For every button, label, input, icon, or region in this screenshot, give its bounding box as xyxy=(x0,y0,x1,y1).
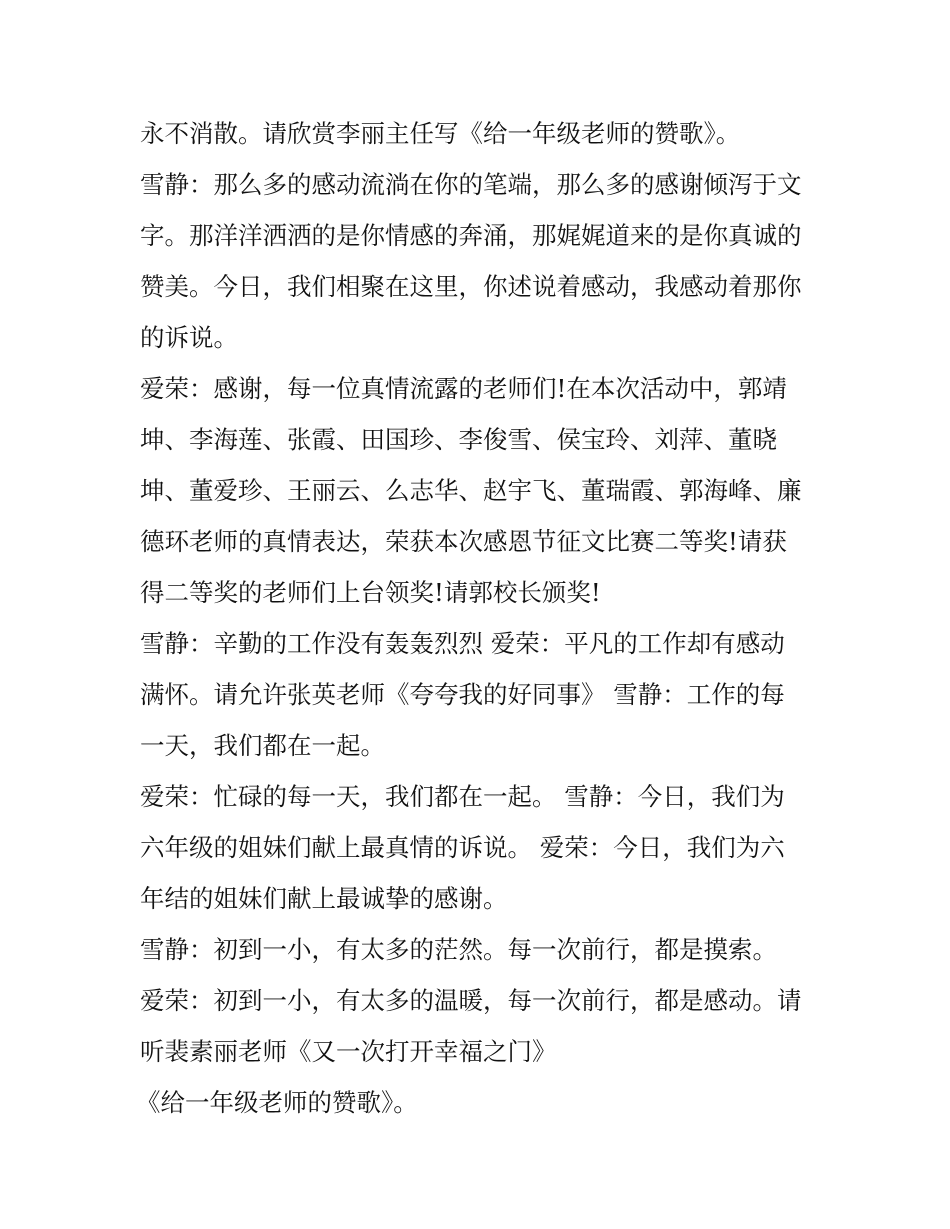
text-line: 年结的姐妹们献上最诚挚的感谢。 xyxy=(140,884,508,913)
text-line: 坤、董爱珍、王丽云、么志华、赵宇飞、董瑞霞、郭海峰、廉 xyxy=(140,476,802,505)
text-line: 《给一年级老师的赞歌》。 xyxy=(136,1088,418,1117)
text-line: 听裴素丽老师《又一次打开幸福之门》 xyxy=(140,1037,557,1066)
text-line: 雪静：辛勤的工作没有轰轰烈烈 爱荣：平凡的工作却有感动 xyxy=(140,629,785,658)
text-line: 雪静：那么多的感动流淌在你的笔端，那么多的感谢倾泻于文 xyxy=(140,170,802,199)
text-line: 坤、李海莲、张霞、田国珍、李俊雪、侯宝玲、刘萍、董晓 xyxy=(140,425,777,454)
text-line: 六年级的姐妹们献上最真情的诉说。 爱荣：今日，我们为六 xyxy=(140,833,785,862)
text-line: 的诉说。 xyxy=(140,323,238,352)
text-line: 爱荣：初到一小，有太多的温暖，每一次前行，都是感动。请 xyxy=(140,986,802,1015)
text-line: 永不消散。请欣赏李丽主任写《给一年级老师的赞歌》。 xyxy=(140,119,741,148)
document-body xyxy=(136,108,830,1128)
text-line: 字。那洋洋洒洒的是你情感的奔涌，那娓娓道来的是你真诚的 xyxy=(140,221,802,250)
text-line: 一天，我们都在一起。 xyxy=(140,731,385,760)
text-line: 赞美。今日，我们相聚在这里，你述说着感动，我感动着那你 xyxy=(140,272,802,301)
text-line: 德环老师的真情表达，荣获本次感恩节征文比赛二等奖!请获 xyxy=(140,527,787,556)
text-line: 雪静：初到一小，有太多的茫然。每一次前行，都是摸索。 xyxy=(140,935,777,964)
text-line: 爱荣：忙碌的每一天，我们都在一起。 雪静：今日，我们为 xyxy=(140,782,785,811)
text-line: 爱荣：感谢，每一位真情流露的老师们!在本次活动中，郭靖 xyxy=(140,374,787,403)
text-line: 满怀。请允许张英老师《夸夸我的好同事》 雪静：工作的每 xyxy=(140,680,785,709)
text-line: 得二等奖的老师们上台领奖!请郭校长颁奖! xyxy=(140,578,601,607)
